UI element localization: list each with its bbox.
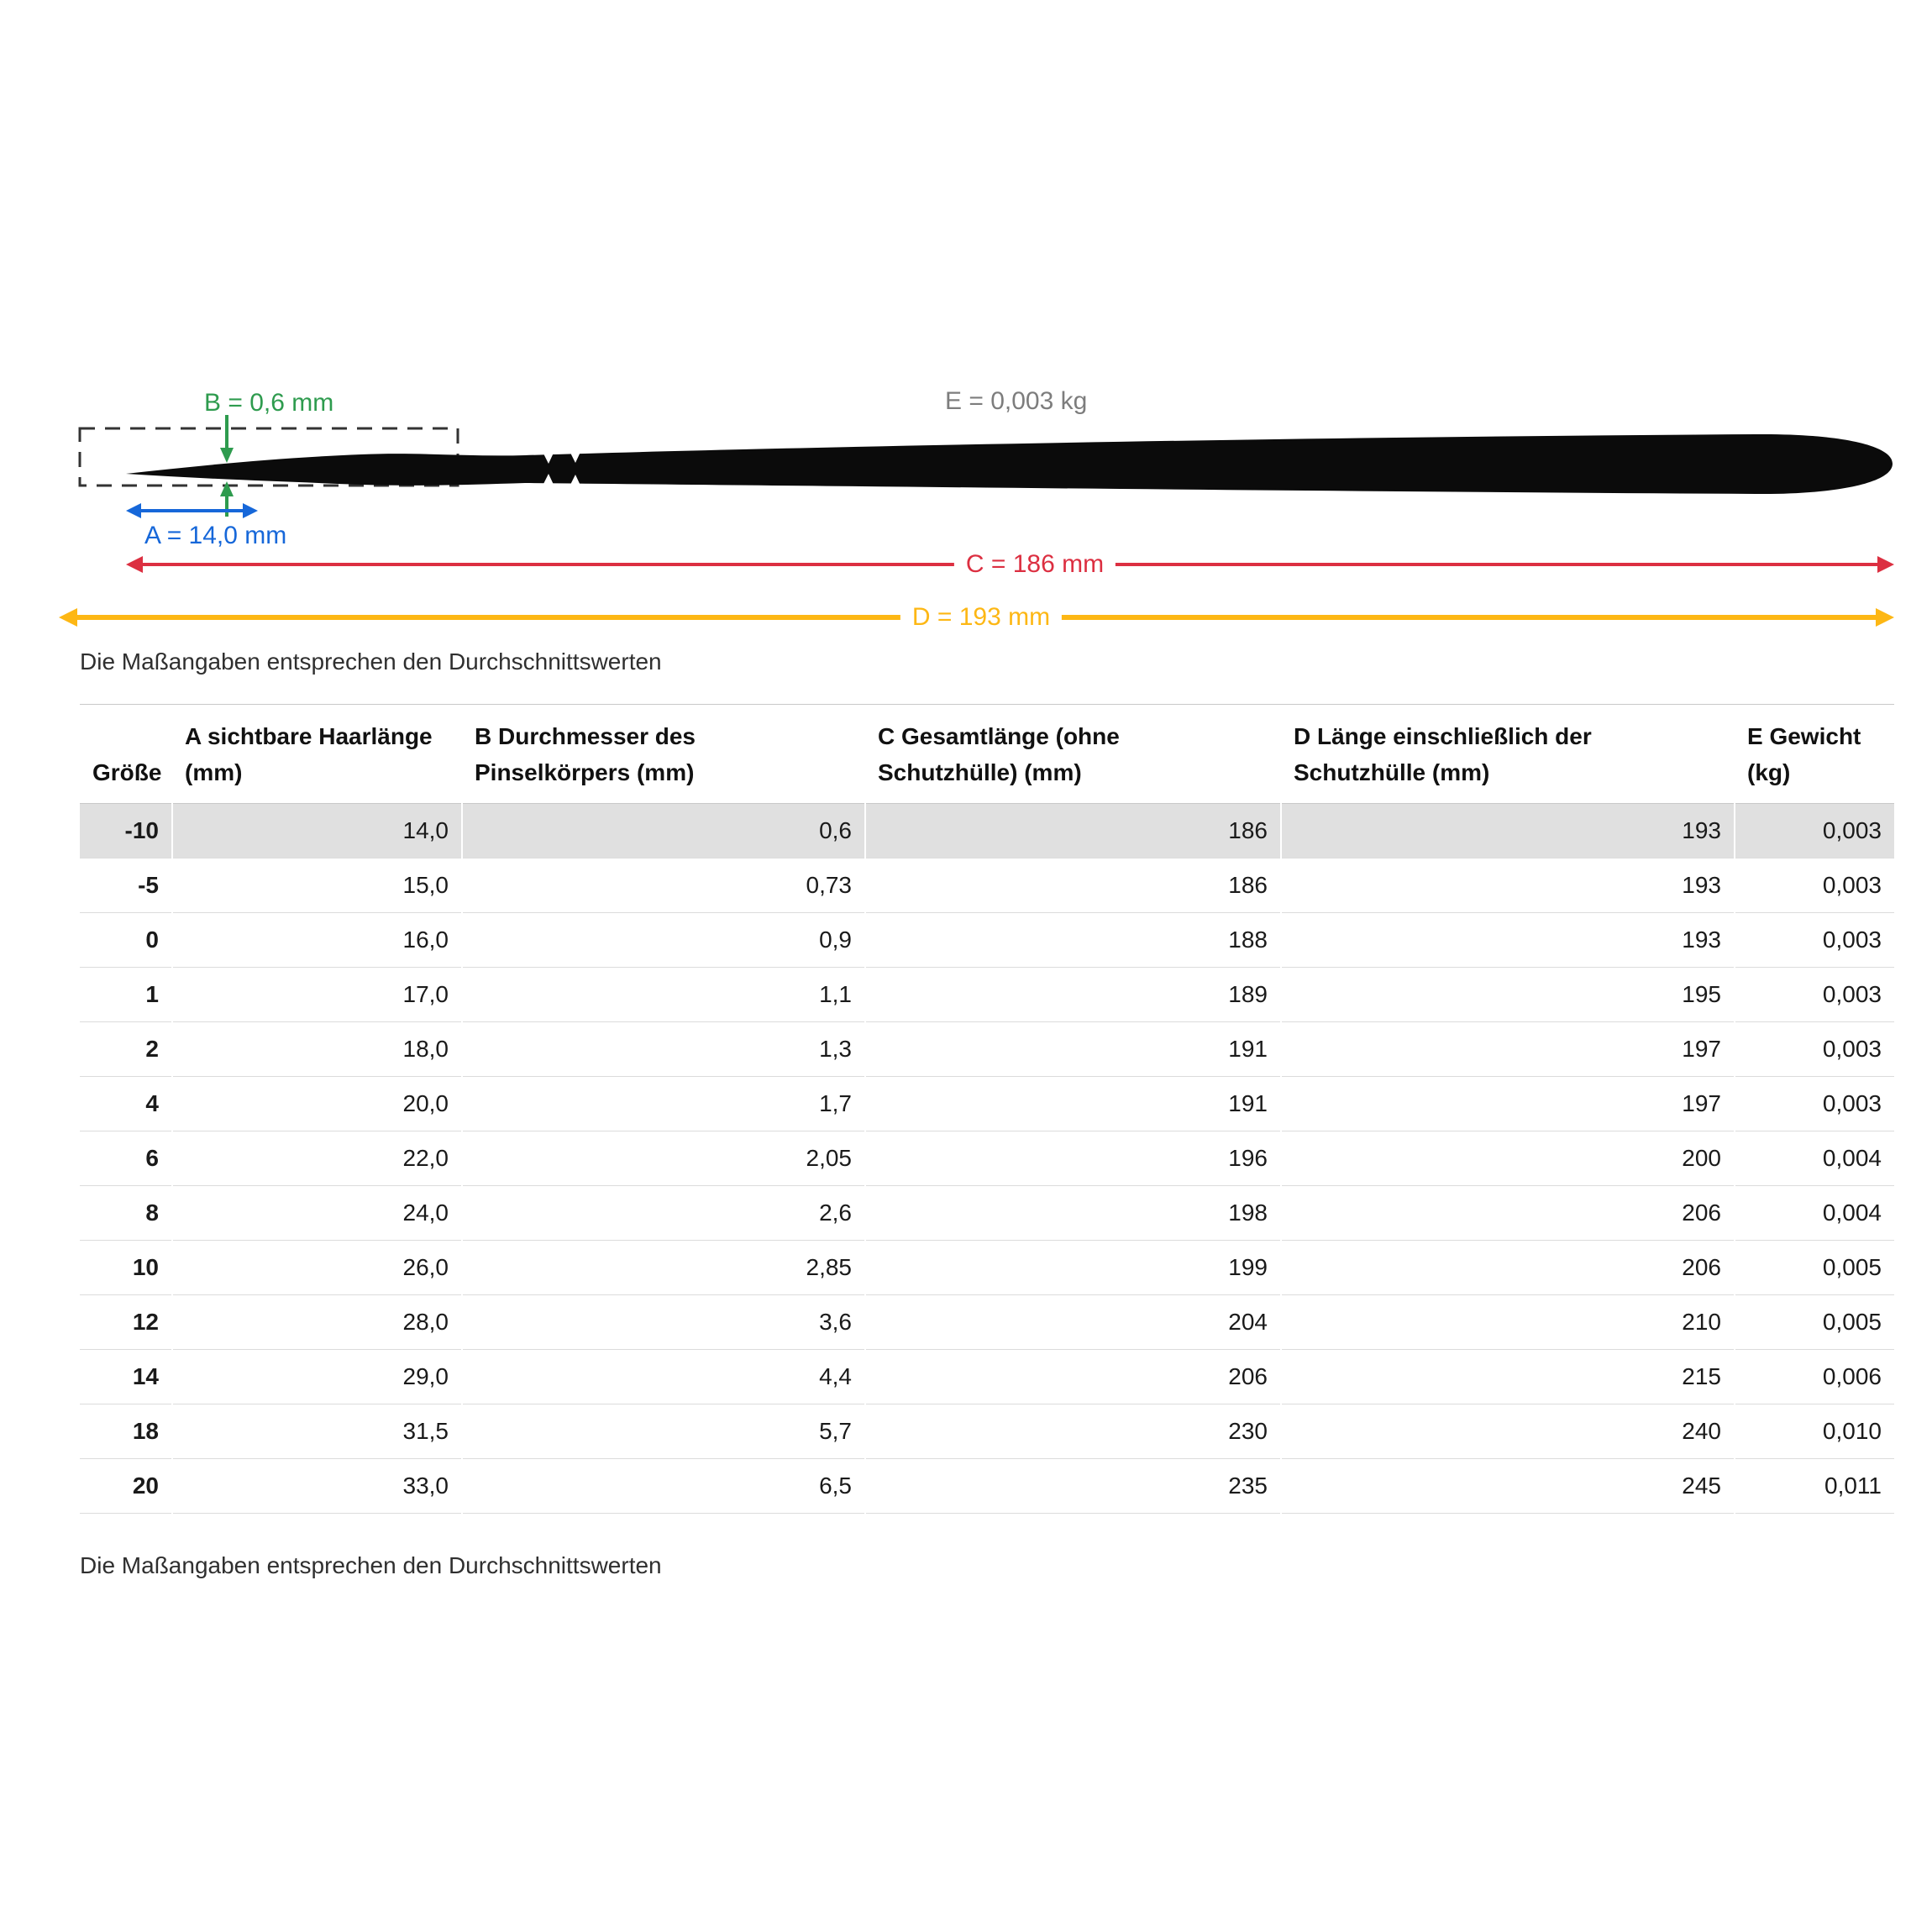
- cell-size: 0: [80, 912, 172, 967]
- column-header-a: [172, 705, 462, 804]
- cell-d: 193: [1281, 912, 1735, 967]
- cell-c: 204: [865, 1294, 1281, 1349]
- cell-e: 0,003: [1735, 912, 1894, 967]
- c-arrowhead-right-icon: [1877, 556, 1894, 573]
- column-header-size: [80, 705, 172, 804]
- table-row: [80, 1458, 1894, 1513]
- cell-c: 230: [865, 1404, 1281, 1458]
- d-arrowhead-right-icon: [1876, 608, 1894, 627]
- cell-c: 186: [865, 803, 1281, 858]
- cell-a: 29,0: [172, 1349, 462, 1404]
- table-row: [80, 1185, 1894, 1240]
- cell-e: 0,011: [1735, 1458, 1894, 1513]
- table-row: [80, 1404, 1894, 1458]
- cell-d: 210: [1281, 1294, 1735, 1349]
- column-header-line: (kg): [1747, 759, 1791, 786]
- table-row: [80, 912, 1894, 967]
- cell-d: 197: [1281, 1021, 1735, 1076]
- cell-b: 0,73: [462, 858, 865, 912]
- column-header-line: Pinselkörpers (mm): [475, 759, 695, 786]
- cell-b: 4,4: [462, 1349, 865, 1404]
- cell-e: 0,004: [1735, 1185, 1894, 1240]
- cell-e: 0,003: [1735, 1076, 1894, 1131]
- cell-e: 0,003: [1735, 803, 1894, 858]
- cell-a: 16,0: [172, 912, 462, 967]
- a-arrowhead-left-icon: [126, 503, 141, 518]
- size-spec-table: [80, 704, 1894, 1514]
- column-header-c: [865, 705, 1281, 804]
- cell-a: 28,0: [172, 1294, 462, 1349]
- cell-e: 0,005: [1735, 1294, 1894, 1349]
- cell-d: 193: [1281, 858, 1735, 912]
- column-header-d: [1281, 705, 1735, 804]
- cell-size: 6: [80, 1131, 172, 1185]
- column-header-line: E Gewicht: [1747, 723, 1861, 749]
- cell-c: 186: [865, 858, 1281, 912]
- column-header-line: Größe: [92, 759, 162, 786]
- cell-c: 198: [865, 1185, 1281, 1240]
- cell-size: 1: [80, 967, 172, 1021]
- label-b-diameter: B = 0,6 mm: [204, 389, 334, 417]
- cell-c: 196: [865, 1131, 1281, 1185]
- cell-e: 0,003: [1735, 967, 1894, 1021]
- cell-size: 20: [80, 1458, 172, 1513]
- cell-e: 0,010: [1735, 1404, 1894, 1458]
- cell-d: 240: [1281, 1404, 1735, 1458]
- cell-b: 0,6: [462, 803, 865, 858]
- b-arrowhead-down-icon: [220, 448, 234, 463]
- cell-e: 0,006: [1735, 1349, 1894, 1404]
- cell-c: 235: [865, 1458, 1281, 1513]
- cell-a: 20,0: [172, 1076, 462, 1131]
- column-header-line: A sichtbare Haarlänge: [185, 723, 433, 749]
- column-header-b: [462, 705, 865, 804]
- cell-d: 245: [1281, 1458, 1735, 1513]
- cell-c: 206: [865, 1349, 1281, 1404]
- cell-b: 6,5: [462, 1458, 865, 1513]
- cell-d: 206: [1281, 1240, 1735, 1294]
- cell-a: 26,0: [172, 1240, 462, 1294]
- cell-b: 2,6: [462, 1185, 865, 1240]
- caption-average-values-bottom: Die Maßangaben entsprechen den Durchschnittswerten: [80, 1552, 662, 1578]
- cell-c: 191: [865, 1021, 1281, 1076]
- cell-e: 0,003: [1735, 858, 1894, 912]
- table-row: [80, 1294, 1894, 1349]
- cell-size: 12: [80, 1294, 172, 1349]
- cell-c: 199: [865, 1240, 1281, 1294]
- column-header-line: (mm): [185, 759, 243, 786]
- cell-size: 4: [80, 1076, 172, 1131]
- cell-size: 18: [80, 1404, 172, 1458]
- caption-average-values-top: Die Maßangaben entsprechen den Durchschnittswerten: [80, 648, 662, 675]
- brush-dimension-diagram: [0, 361, 1932, 647]
- table-row: [80, 1021, 1894, 1076]
- table-row: [80, 858, 1894, 912]
- cell-e: 0,005: [1735, 1240, 1894, 1294]
- table-row: [80, 1240, 1894, 1294]
- column-header-line: C Gesamtlänge (ohne: [878, 723, 1120, 749]
- cell-d: 195: [1281, 967, 1735, 1021]
- cell-a: 31,5: [172, 1404, 462, 1458]
- cell-b: 1,3: [462, 1021, 865, 1076]
- table-row: [80, 1076, 1894, 1131]
- cell-size: 2: [80, 1021, 172, 1076]
- table-header: [80, 705, 1894, 804]
- a-arrowhead-right-icon: [243, 503, 258, 518]
- label-c-total-length: C = 186 mm: [954, 549, 1116, 580]
- cell-a: 17,0: [172, 967, 462, 1021]
- column-header-line: D Länge einschließlich der: [1294, 723, 1592, 749]
- cell-d: 215: [1281, 1349, 1735, 1404]
- brush-silhouette: [126, 434, 1893, 494]
- header-row: [80, 705, 1894, 804]
- cell-e: 0,004: [1735, 1131, 1894, 1185]
- cell-c: 189: [865, 967, 1281, 1021]
- cell-b: 1,1: [462, 967, 865, 1021]
- cell-e: 0,003: [1735, 1021, 1894, 1076]
- cell-size: 10: [80, 1240, 172, 1294]
- cell-size: 8: [80, 1185, 172, 1240]
- cell-b: 5,7: [462, 1404, 865, 1458]
- cell-size: -10: [80, 803, 172, 858]
- cell-c: 188: [865, 912, 1281, 967]
- cell-d: 200: [1281, 1131, 1735, 1185]
- cell-d: 193: [1281, 803, 1735, 858]
- column-header-line: B Durchmesser des: [475, 723, 696, 749]
- cell-a: 22,0: [172, 1131, 462, 1185]
- cell-d: 206: [1281, 1185, 1735, 1240]
- table-row: [80, 803, 1894, 858]
- label-d-length-with-cover: D = 193 mm: [900, 602, 1062, 633]
- cell-a: 15,0: [172, 858, 462, 912]
- table-row: [80, 967, 1894, 1021]
- cell-b: 0,9: [462, 912, 865, 967]
- cell-a: 14,0: [172, 803, 462, 858]
- cell-a: 33,0: [172, 1458, 462, 1513]
- table-row: [80, 1349, 1894, 1404]
- column-header-line: Schutzhülle) (mm): [878, 759, 1082, 786]
- cell-size: 14: [80, 1349, 172, 1404]
- label-e-weight: E = 0,003 kg: [945, 387, 1088, 415]
- cell-a: 24,0: [172, 1185, 462, 1240]
- column-header-e: [1735, 705, 1894, 804]
- column-header-line: Schutzhülle (mm): [1294, 759, 1490, 786]
- d-arrowhead-left-icon: [59, 608, 77, 627]
- cell-b: 1,7: [462, 1076, 865, 1131]
- table-body: [80, 803, 1894, 1513]
- c-arrowhead-left-icon: [126, 556, 143, 573]
- cell-c: 191: [865, 1076, 1281, 1131]
- table-row: [80, 1131, 1894, 1185]
- label-a-hair-length: A = 14,0 mm: [144, 522, 287, 549]
- cell-b: 3,6: [462, 1294, 865, 1349]
- cell-d: 197: [1281, 1076, 1735, 1131]
- cell-a: 18,0: [172, 1021, 462, 1076]
- cell-b: 2,05: [462, 1131, 865, 1185]
- b-arrowhead-up-icon: [220, 481, 234, 496]
- cell-b: 2,85: [462, 1240, 865, 1294]
- cell-size: -5: [80, 858, 172, 912]
